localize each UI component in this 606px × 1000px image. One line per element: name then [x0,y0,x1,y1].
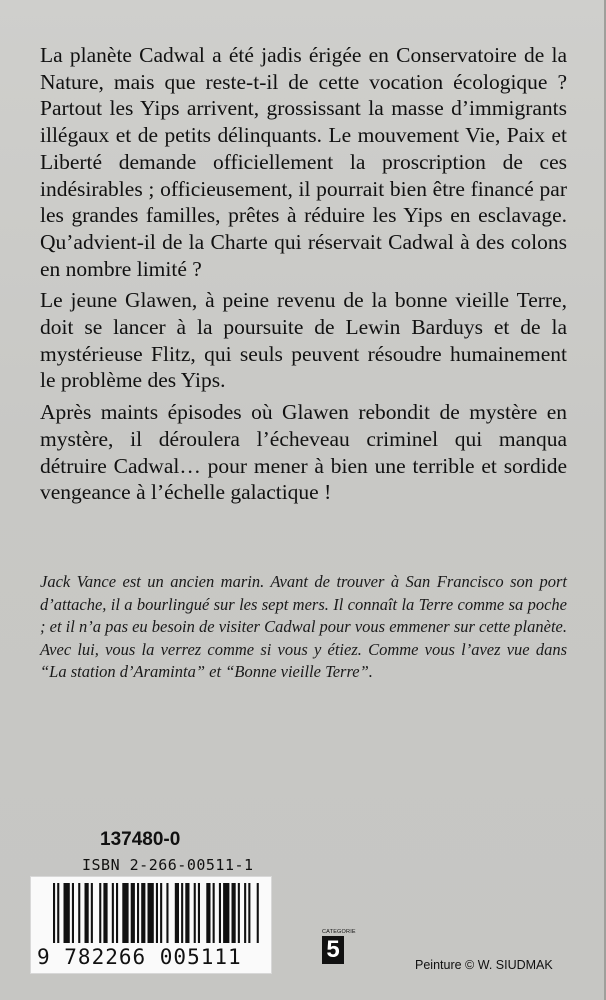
barcode-bar [64,883,70,943]
book-summary [40,42,567,511]
barcode-bar [206,883,210,943]
barcode-bar [99,883,101,943]
barcode-bar [244,883,246,943]
author-note: Jack Vance est un ancien marin. Avant de trouver à San Francisco son port d’attache, il a bourlingué sur les sept mers. Il connaît la Terre comme sa poche ; et il n’a pas eu besoin de visiter Cadwal pour vous emmener sur cette planète. Avec lui, vous la verrez comme si vous y étiez. Comme vous l’avez vue dans “La station d’Araminta” et “Bonne vieille Terre”. [40,572,567,681]
barcode-bar [185,883,189,943]
barcode-bar [166,883,168,943]
barcode-bar [148,883,154,943]
barcode-bar [141,883,145,943]
barcode-bar [175,883,179,943]
barcode-bar [181,883,183,943]
product-code: 137480-0 [100,829,181,850]
barcode-bar [160,883,162,943]
isbn-label: ISBN 2-266-00511-1 [82,856,254,874]
barcode-bar [223,883,229,943]
barcode-bar [53,883,55,943]
barcode-bar [198,883,200,943]
barcode-bar [57,883,59,943]
barcode-bar [131,883,135,943]
barcode-bar [257,883,259,943]
barcode-bar [137,883,139,943]
barcode-number: 9 782266 005111 [37,945,242,969]
category-number: 5 [322,936,344,964]
category-mark [322,929,356,964]
summary-paragraph-2: Le jeune Glawen, à peine revenu de la bonne vieille Terre, doit se lancer à la poursuite de Lewin Barduys et de la mystérieuse Flitz, qui seuls peuvent résoudre humainement le problème des Yips. [40,288,567,393]
barcode-bar [78,883,80,943]
barcode-bar [248,883,250,943]
barcode [30,876,272,974]
summary-paragraph-1: La planète Cadwal a été jadis érigée en Conservatoire de la Nature, mais que reste-t-il de cette vocation écologique ? Partout les Yips arrivent, grossissant la masse d’immigrants illégaux et de petits délinquants. Le mouvement Vie, Paix et Liberté demande officiellement la proscription de ces indésirables ; officieusement, il pourrait bien être financé par les grandes familles, prêtes à réduire les Yips en esclavage. Qu’advient-il de la Charte qui réservait Cadwal à des colons en nombre limité ? [40,43,567,281]
barcode-bar [238,883,240,943]
barcode-bar [103,883,107,943]
barcode-bar [156,883,158,943]
barcode-bar [122,883,128,943]
barcode-bar [213,883,215,943]
barcode-bar [112,883,114,943]
cover-art-credit: Peinture © W. SIUDMAK [415,958,553,972]
summary-paragraph-3: Après maints épisodes où Glawen rebondit de mystère en mystère, il déroulera l’écheveau criminel qui manqua détruire Cadwal… pour mener à bien une terrible et sordide vengeance à l’échelle galactique ! [40,400,567,505]
barcode-bar [232,883,236,943]
barcode-bar [85,883,89,943]
barcode-bar [72,883,74,943]
category-label: CATEGORIE [322,929,356,935]
barcode-bar [219,883,221,943]
barcode-bar [116,883,118,943]
barcode-bar [194,883,196,943]
barcode-bar [91,883,93,943]
